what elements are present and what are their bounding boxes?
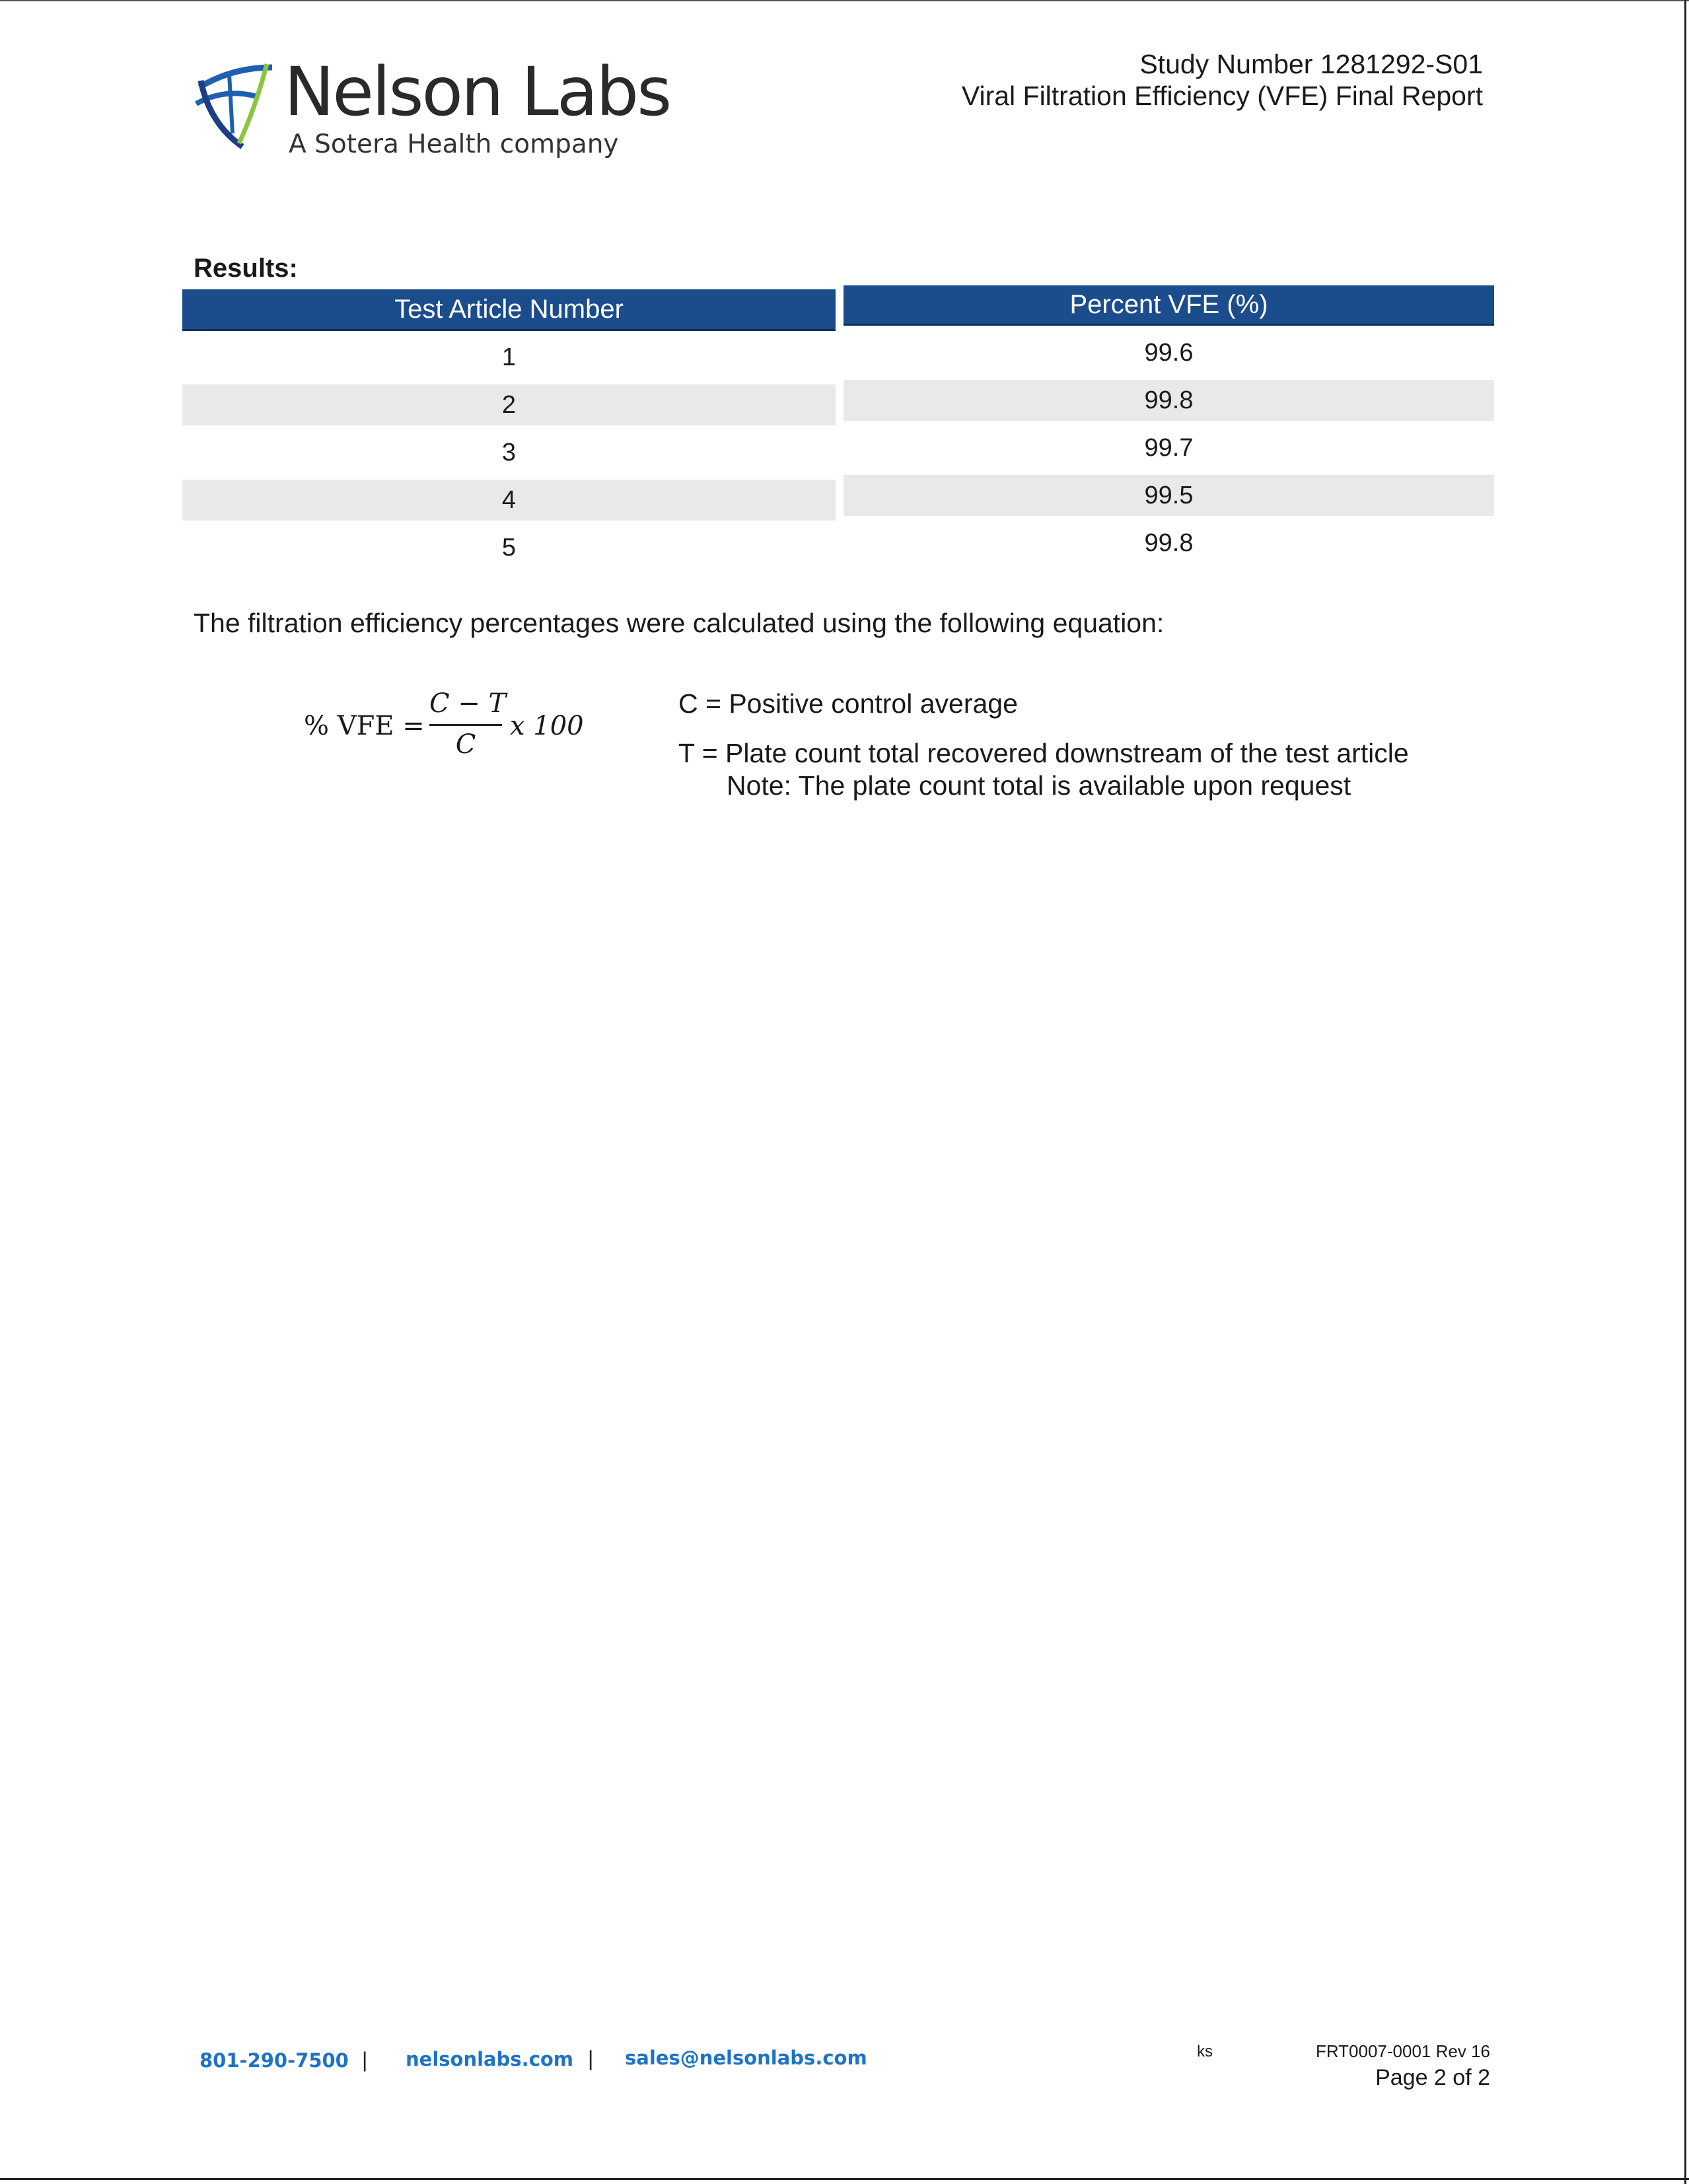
percent-vfe: 99.8: [1144, 529, 1194, 557]
definition-t: T = Plate count total recovered downstream of the test article: [678, 738, 1409, 768]
definition-c: C = Positive control average: [678, 688, 1018, 719]
article-number: 2: [182, 384, 836, 425]
formula-lhs: % VFE =: [304, 711, 425, 741]
footer-phone-link[interactable]: 801-290-7500: [199, 2049, 349, 2072]
article-number: 4: [182, 480, 836, 521]
footer-email-link[interactable]: sales@nelsonlabs.com: [625, 2047, 867, 2069]
page-number: Page 2 of 2: [1375, 2065, 1490, 2090]
logo-tagline: A Sotera Health company: [289, 129, 619, 159]
article-number: 5: [501, 534, 517, 562]
nelson-labs-logo-icon: [193, 61, 282, 153]
formula-denominator: C: [455, 729, 476, 760]
article-number: 3: [501, 439, 517, 466]
scan-edge-top: [0, 0, 1689, 1]
scan-edge-bottom: [0, 2178, 1689, 2180]
study-number: Study Number 1281292-S01: [1139, 49, 1483, 79]
percent-vfe: 99.8: [844, 380, 1494, 421]
footer-separator: |: [362, 2048, 368, 2072]
percent-vfe: 99.7: [1144, 434, 1194, 462]
footer-separator: |: [588, 2047, 594, 2070]
column-header-percent-vfe: Percent VFE (%): [844, 285, 1494, 326]
formula-numerator: C − T: [429, 688, 507, 719]
fraction-bar: [429, 724, 502, 726]
results-heading: Results:: [194, 254, 298, 283]
form-id: FRT0007-0001 Rev 16: [1315, 2041, 1490, 2061]
column-header-test-article: Test Article Number: [182, 289, 836, 331]
footer-website-link[interactable]: nelsonlabs.com: [406, 2048, 573, 2070]
logo-name: Nelson Labs: [284, 53, 670, 131]
percent-vfe: 99.6: [1144, 339, 1194, 367]
scan-edge-right: [1684, 0, 1686, 2184]
plate-count-note: Note: The plate count total is available upon request: [727, 770, 1351, 801]
equation-intro: The filtration efficiency percentages were calculated using the following equation:: [194, 608, 1165, 638]
footer-initials: ks: [1197, 2043, 1213, 2060]
article-number: 1: [501, 344, 517, 371]
percent-vfe: 99.5: [844, 475, 1494, 516]
report-title: Viral Filtration Efficiency (VFE) Final Report: [961, 81, 1483, 111]
formula-multiplier: x 100: [510, 711, 584, 741]
